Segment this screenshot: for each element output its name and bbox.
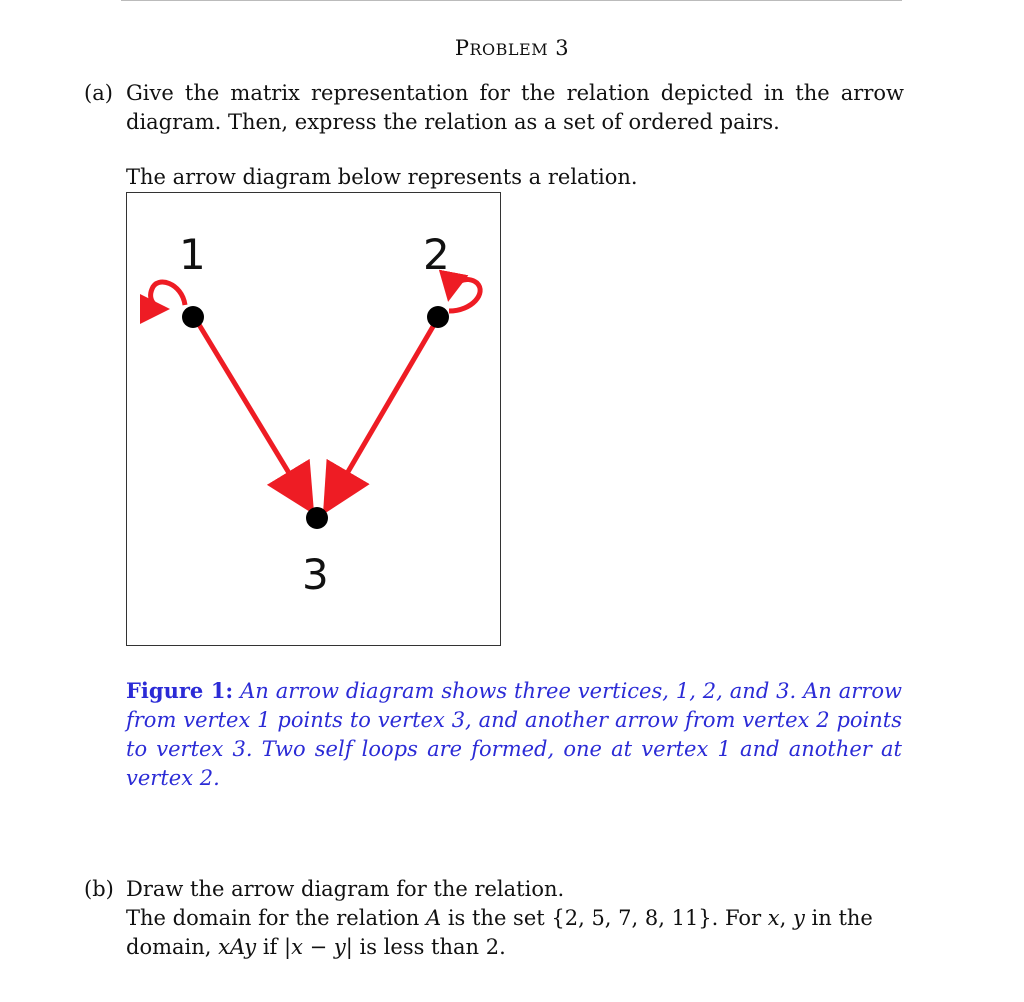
vertex-label-3: 3	[302, 550, 329, 599]
part-b-text: domain,	[126, 935, 219, 959]
var-y: y	[333, 935, 346, 959]
part-b-text: ,	[779, 906, 793, 930]
var-x: x	[767, 906, 780, 930]
vertex-3	[306, 507, 328, 529]
caption-label: Figure 1:	[126, 678, 234, 703]
var-y: y	[793, 906, 805, 930]
vertex-1	[182, 306, 204, 328]
edge-2-to-3	[328, 318, 438, 506]
title-initial: P	[454, 36, 470, 60]
part-b-body	[126, 875, 904, 962]
title-number: 3	[555, 36, 570, 60]
arrow-diagram-figure	[126, 192, 501, 646]
part-b-line-3	[126, 933, 904, 962]
vertex-2	[427, 306, 449, 328]
part-a-marker: (a)	[84, 81, 113, 105]
part-b-text: if |	[256, 935, 292, 959]
part-b-marker: (b)	[84, 877, 114, 901]
problem-title	[0, 36, 1024, 60]
var-x: x	[291, 935, 303, 959]
part-a	[84, 79, 904, 137]
part-b-text: The domain for the relation	[126, 906, 426, 930]
self-loop-1	[151, 282, 185, 309]
arrow-diagram	[127, 193, 502, 647]
edge-1-to-3	[195, 318, 309, 506]
self-loop-2	[449, 279, 480, 311]
part-b-text: in the	[804, 906, 873, 930]
part-b	[84, 875, 904, 962]
part-b-text: | is less than 2.	[345, 935, 506, 959]
title-rest: ROBLEM	[469, 40, 549, 59]
vertex-label-2: 2	[423, 230, 450, 279]
part-b-line-2	[126, 904, 904, 933]
part-b-line-1: Draw the arrow diagram for the relation.	[126, 877, 565, 901]
figure-caption	[126, 676, 902, 793]
relation-name: A	[425, 906, 442, 930]
top-rule	[121, 0, 902, 1]
caption-text: An arrow diagram shows three vertices, 1, 2, and 3. An arrow from vertex 1 points to vertex 3, and another arrow from vertex 2 points to vertex 3. Two self loops are formed, one at vertex 1 and another at vertex 2.	[126, 679, 902, 790]
minus-sign: −	[302, 935, 334, 959]
part-a-text: Give the matrix representation for the relation depicted in the arrow diagram. Then, express the relation as a set of ordered pairs.	[126, 81, 904, 134]
relation-expression: xAy	[218, 935, 257, 959]
vertex-label-1: 1	[179, 230, 206, 279]
figure-intro: The arrow diagram below represents a relation.	[126, 165, 638, 189]
part-b-text: is the set {2, 5, 7, 8, 11}. For	[441, 906, 768, 930]
